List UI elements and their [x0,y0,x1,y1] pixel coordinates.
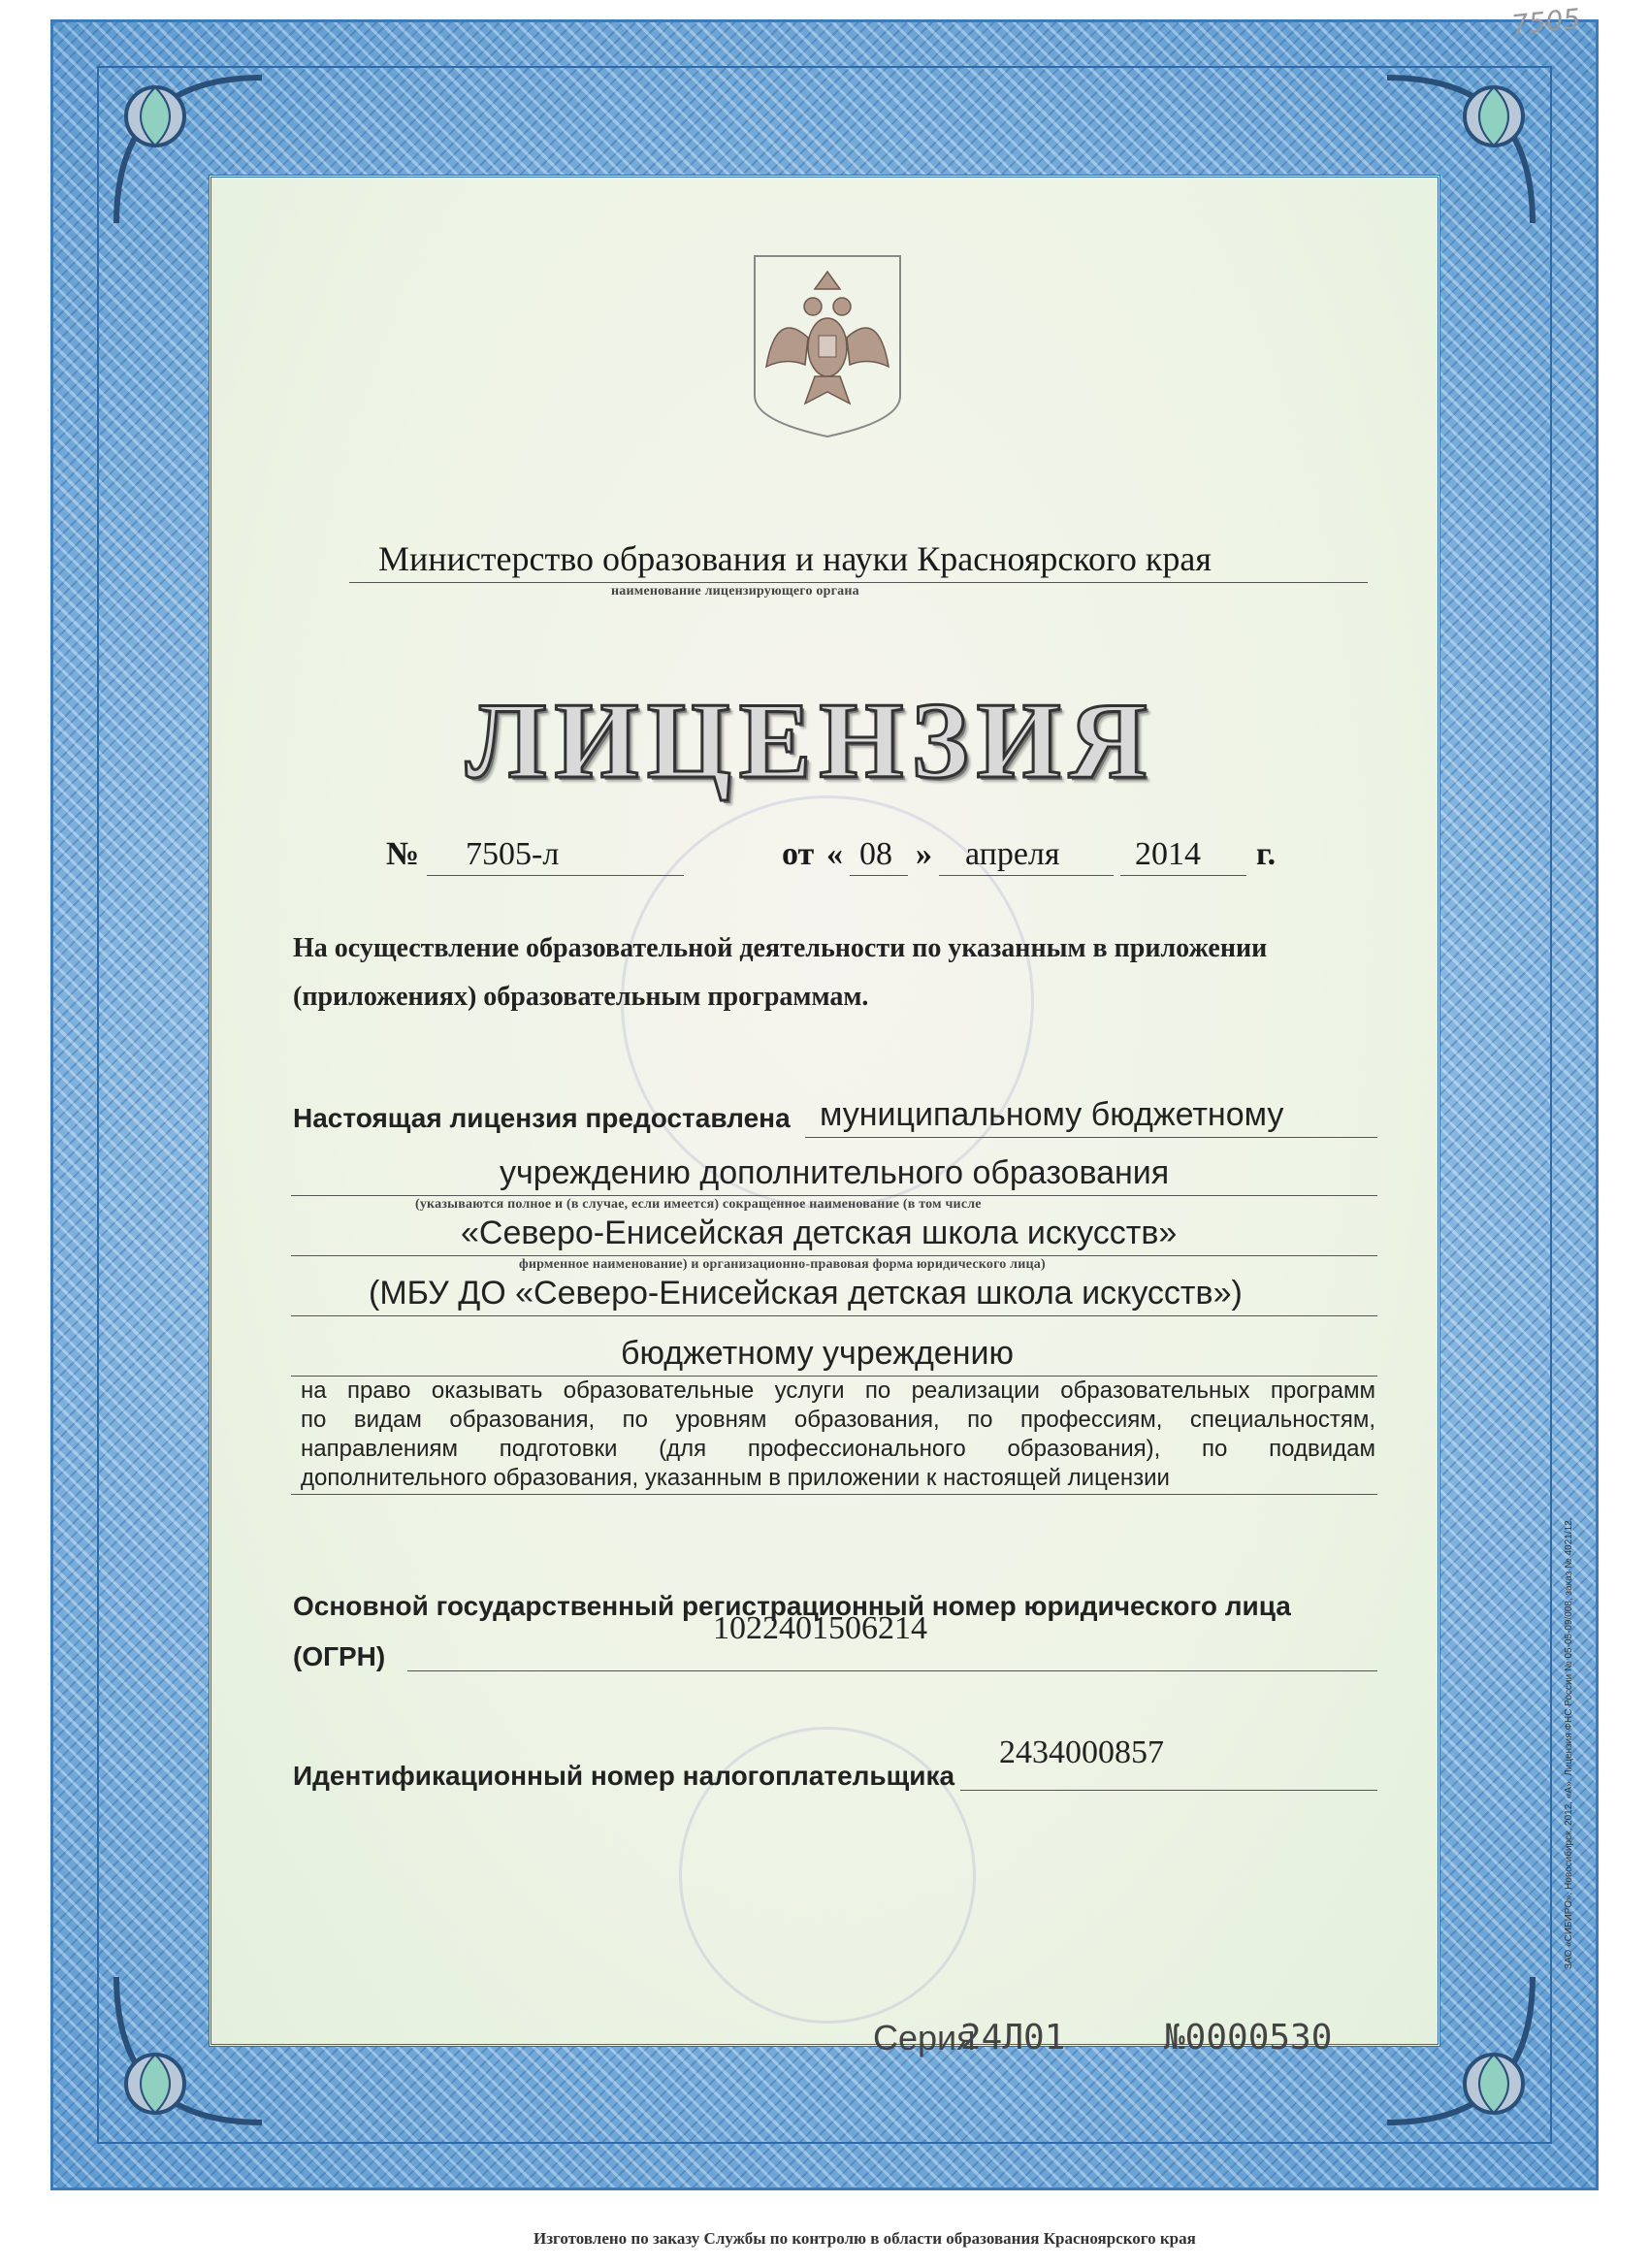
serial-number: №0000530 [1164,2018,1333,2057]
grantee-name-line: учреждению дополнительного образования [500,1154,1170,1191]
date-month-underline [939,875,1114,876]
date-quote-close: » [916,836,932,872]
date-year-suffix: г. [1256,836,1277,872]
ministry-underline [349,582,1368,583]
grantee-caption: (указываются полное и (в случае, если имеется) сокращенное наименование (в том числе [415,1197,982,1212]
date-from-label: от [782,836,815,872]
date-day: 08 [859,836,892,872]
rights-line: направлениям подготовки (для профессионального образования), по подвидам [301,1436,1375,1462]
footer-note: Изготовлено по заказу Службы по контролю в области образования Красноярского края [534,2229,1196,2248]
grantee-underline [291,1376,1377,1377]
series-value: 24Л01 [960,2018,1066,2057]
grantee-legal-form: бюджетному учреждению [621,1335,1014,1372]
date-day-underline [850,875,908,876]
grantee-name-line: муниципальному бюджетному [820,1096,1284,1133]
grantee-underline [291,1255,1377,1256]
purpose-line: На осуществление образовательной деятельности по указанным в приложении [293,933,1268,963]
grantee-underline [291,1195,1377,1196]
handwritten-note: 7505 [1509,2,1582,42]
page-title: ЛИЦЕНЗИЯ [466,681,1155,801]
ogrn-label-short: (ОГРН) [293,1641,386,1671]
coat-of-arms-icon [747,250,908,440]
series-label: Серия [873,2018,976,2057]
date-year-underline [1120,875,1246,876]
license-number-underline [427,875,684,876]
inn-underline [960,1790,1377,1791]
grantee-name-line: «Северо-Енисейская детская школа искусств» [461,1215,1178,1251]
ministry-name: Министерство образования и науки Красноярского края [378,539,1212,578]
rights-line: дополнительного образования, указанным в приложении к настоящей лицензии [301,1465,1170,1491]
license-number: 7505-л [466,836,560,872]
license-number-label: № [386,836,420,872]
grantee-label: Настоящая лицензия предоставлена [293,1103,791,1133]
grantee-underline [805,1137,1377,1138]
date-quote-open: « [826,836,843,872]
date-year: 2014 [1135,836,1201,872]
rights-underline [291,1494,1377,1495]
purpose-line: (приложениях) образовательным программам. [293,982,869,1012]
inn-label: Идентификационный номер налогоплательщика [293,1761,955,1791]
ogrn-label: Основной государственный регистрационный номер юридического лица [293,1591,1291,1621]
ministry-caption: наименование лицензирующего органа [611,584,859,599]
inn-value: 2434000857 [999,1734,1164,1770]
grantee-caption: фирменное наименование) и организационно-правовая форма юридического лица) [519,1257,1046,1272]
grantee-short-name: (МБУ ДО «Северо-Енисейская детская школа искусств») [369,1275,1243,1312]
ogrn-underline [407,1670,1377,1671]
ogrn-value: 1022401506214 [713,1610,927,1646]
printer-imprint: ЗАО «СИБИРО», Новосибирск, 2012, «А». Лицензия ФНС России № 05-05-09/008, заказ № 4021/12. [1564,1517,1574,1969]
date-month: апреля [965,836,1060,872]
rights-line: на право оказывать образовательные услуги по реализации образовательных программ [301,1377,1375,1404]
grantee-underline [291,1315,1377,1316]
rights-line: по видам образования, по уровням образования, по профессиям, специальностям, [301,1407,1375,1433]
